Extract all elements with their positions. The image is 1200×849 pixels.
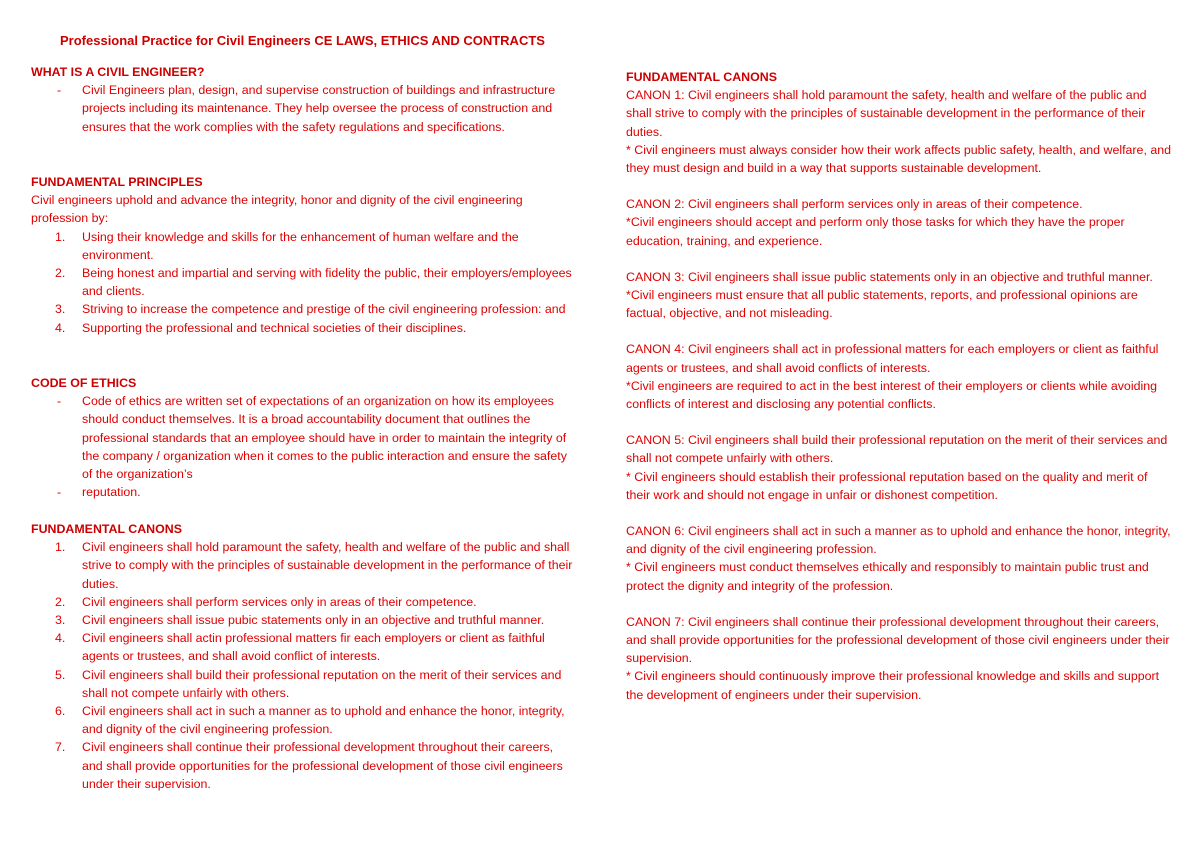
list-item (31, 738, 576, 793)
list-item (31, 538, 576, 593)
canon-statement: CANON 5: Civil engineers shall build their professional reputation on the merit of their services and shall not compete unfairly with others. (626, 433, 1168, 466)
list-item (31, 264, 576, 300)
section-heading: FUNDAMENTAL PRINCIPLES (31, 175, 203, 189)
canon-block (626, 195, 1174, 250)
dash-marker: - (57, 485, 62, 500)
list-item (31, 702, 576, 738)
list-item (31, 666, 576, 702)
canon-explanation: * Civil engineers should continuously improve their professional knowledge and skills and support the development of engineers under their supervision. (626, 669, 1160, 702)
list-item (31, 593, 576, 611)
list-item (31, 483, 576, 501)
canon-statement: CANON 2: Civil engineers shall perform services only in areas of their competence. (626, 197, 1083, 212)
list-item (31, 81, 576, 136)
canon-block (626, 340, 1174, 413)
list-item-text: Civil engineers shall perform services only in areas of their competence. (82, 594, 477, 609)
section-code-of-ethics (31, 374, 576, 501)
section-fundamental-canons (31, 520, 576, 793)
list-item (31, 611, 576, 629)
canon-statement: CANON 7: Civil engineers shall continue their professional development throughout their careers, and shall provide opportunities for the professional development of those civil engineers under their supervision. (626, 614, 1170, 666)
list-item-text: Civil engineers shall build their professional reputation on the merit of their services and shall not compete unfairly with others. (82, 667, 562, 700)
canon-statement: CANON 6: Civil engineers shall act in such a manner as to uphold and enhance the honor, integrity, and dignity of the civil engineering profession. (626, 524, 1171, 557)
canon-statement: CANON 4: Civil engineers shall act in professional matters for each employers or client as faithful agents or trustees, and shall avoid conflicts of interests. (626, 342, 1159, 375)
dash-marker: - (57, 394, 62, 409)
list-item (31, 300, 576, 318)
number-marker: 2. (55, 594, 66, 609)
bullet-list (31, 392, 576, 501)
list-item-text: Civil engineers shall issue pubic statements only in an objective and truthful manner. (82, 613, 545, 628)
list-item-text: Using their knowledge and skills for the enhancement of human welfare and the environment. (82, 229, 519, 262)
dash-marker: - (57, 83, 62, 98)
section-heading: CODE OF ETHICS (31, 376, 137, 390)
list-item-text: Code of ethics are written set of expectations of an organization on how its employees should conduct themselves. It is a broad accountability document that outlines the professional standards that an employee should have in order to maintain the integrity of the company / organization when it comes to the public interaction and ensure the safety of the organization’s (82, 394, 567, 482)
canon-statement: CANON 3: Civil engineers shall issue public statements only in an objective and truthful manner. (626, 269, 1153, 284)
list-item-text: Civil engineers shall continue their professional development throughout their careers, and shall provide opportunities for the professional development of those civil engineers under their supervision. (82, 740, 563, 791)
numbered-list (31, 538, 576, 793)
canon-explanation: * Civil engineers should establish their professional reputation based on the quality and merit of their work and should not engage in unfair or dishonest competition. (626, 469, 1148, 502)
canon-explanation: *Civil engineers must ensure that all public statements, reports, and professional opinions are factual, objective, and not misleading. (626, 288, 1138, 321)
list-item-text: Civil Engineers plan, design, and supervise construction of buildings and infrastructure projects including its maintenance. They help oversee the process of construction and ensures that the work complies with the safety regulations and specifications. (82, 83, 556, 134)
canon-statement: CANON 1: Civil engineers shall hold paramount the safety, health and welfare of the public and shall strive to comply with the principles of sustainable development in the performance of their duties. (626, 88, 1147, 139)
number-marker: 7. (55, 740, 66, 755)
canon-explanation: *Civil engineers are required to act in the best interest of their employers or clients while avoiding conflicts of interest and disclosing any potential conflicts. (626, 378, 1158, 412)
list-item (31, 319, 576, 337)
number-marker: 4. (55, 631, 66, 646)
list-item (31, 392, 576, 483)
number-marker: 5. (55, 667, 66, 682)
number-marker: 3. (55, 302, 66, 317)
list-item (31, 629, 576, 665)
list-item-text: Striving to increase the competence and prestige of the civil engineering profession: and (82, 302, 566, 317)
canon-explanation: * Civil engineers must always consider how their work affects public safety, health, and welfare, and they must design and build in a way that supports sustainable development. (626, 142, 1171, 176)
canon-block (626, 86, 1174, 177)
document-title: Professional Practice for Civil Engineers CE LAWS, ETHICS AND CONTRACTS (60, 33, 545, 48)
bullet-list (31, 81, 576, 136)
list-item-text: reputation. (82, 485, 141, 500)
canon-explanation: *Civil engineers should accept and perform only those tasks for which they have the proper education, training, and experience. (626, 215, 1125, 248)
section-heading: FUNDAMENTAL CANONS (626, 70, 777, 84)
list-item-text: Being honest and impartial and serving with fidelity the public, their employers/employees and clients. (82, 266, 572, 299)
number-marker: 2. (55, 266, 66, 281)
canon-block (626, 613, 1174, 704)
number-marker: 1. (55, 540, 66, 555)
list-item-text: Civil engineers shall hold paramount the safety, health and welfare of the public and shall strive to comply with the principles of sustainable development in the performance of their duties. (82, 540, 573, 591)
section-heading: FUNDAMENTAL CANONS (31, 522, 182, 536)
number-marker: 6. (55, 704, 66, 719)
section-heading: WHAT IS A CIVIL ENGINEER? (31, 65, 205, 79)
numbered-list (31, 228, 576, 337)
canon-block (626, 431, 1174, 504)
section-what-is (31, 63, 576, 136)
right-column (626, 68, 1174, 722)
number-marker: 1. (55, 229, 66, 244)
list-item-text: Civil engineers shall act in such a manner as to uphold and enhance the honor, integrity, and dignity of the civil engineering profession. (82, 704, 565, 737)
list-item-text: Supporting the professional and technical societies of their disciplines. (82, 320, 467, 335)
canon-explanation: * Civil engineers must conduct themselves ethically and responsibly to maintain public trust and protect the dignity and integrity of the profession. (626, 560, 1149, 593)
section-principles (31, 173, 576, 337)
canon-block (626, 268, 1174, 323)
number-marker: 3. (55, 613, 66, 628)
section-intro: Civil engineers uphold and advance the integrity, honor and dignity of the civil engineering profession by: (31, 193, 523, 226)
list-item (31, 228, 576, 264)
number-marker: 4. (55, 320, 66, 335)
canon-block (626, 522, 1174, 595)
list-item-text: Civil engineers shall actin professional matters fir each employers or client as faithful agents or trustees, and shall avoid conflict of interests. (82, 631, 545, 664)
